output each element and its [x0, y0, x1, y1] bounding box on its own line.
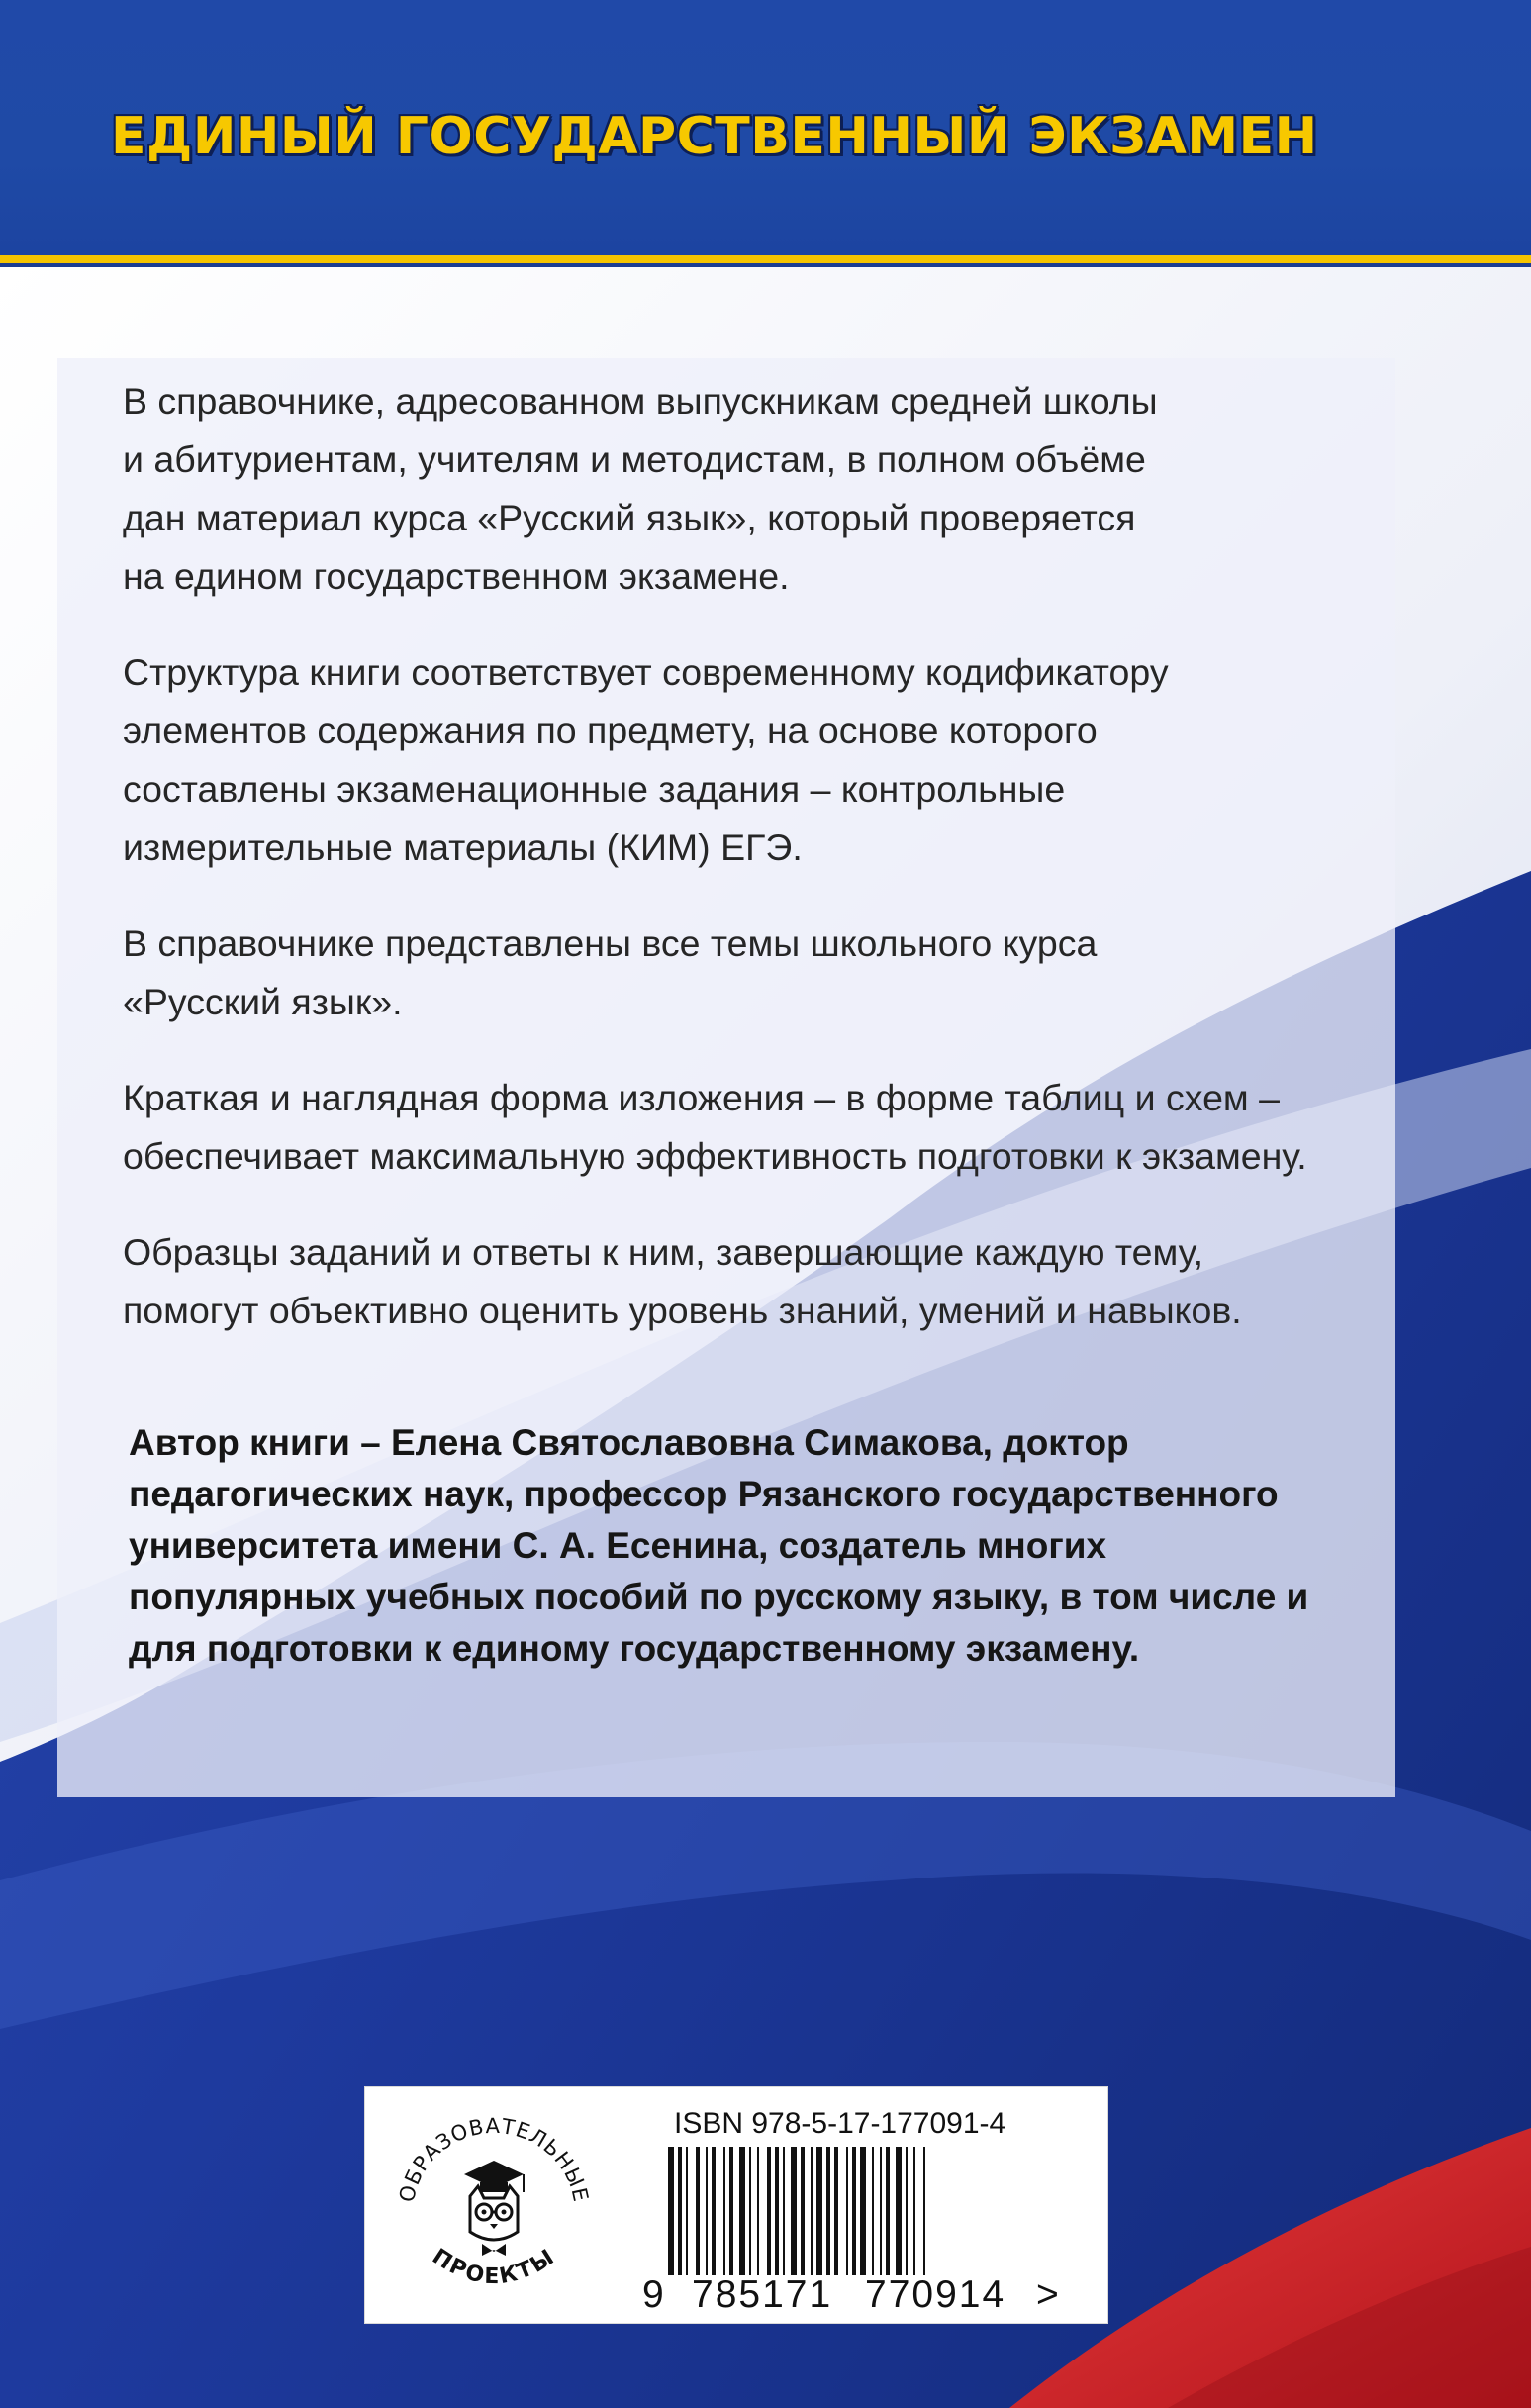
series-title: ЕДИНЫЙ ГОСУДАРСТВЕННЫЙ ЭКЗАМЕН: [111, 107, 1318, 166]
description-paragraph: Структура книги соответствует современному кодификатору элементов содержания по предмету, на основе которого составлены экзаменационные задания – контрольные измерительные материалы (КИМ) ЕГЭ.: [123, 651, 1169, 868]
barcode-bar: [811, 2147, 813, 2275]
header-blue-stripe: [0, 263, 1531, 267]
barcode-bar: [678, 2147, 682, 2275]
header-yellow-stripe: [0, 255, 1531, 263]
barcode-bar: [880, 2147, 882, 2275]
barcode-bar: [860, 2147, 866, 2275]
barcode-bar: [749, 2147, 751, 2275]
barcode-bar: [913, 2147, 915, 2275]
ean13-barcode: [662, 2147, 1058, 2275]
barcode-bar: [906, 2147, 908, 2275]
barcode-digit-first: 9: [642, 2273, 666, 2316]
barcode-bar: [846, 2147, 848, 2275]
barcode-bar: [826, 2147, 830, 2275]
barcode-bar: [801, 2147, 805, 2275]
barcode-bar: [757, 2147, 759, 2275]
publisher-logo-bottom-text: ПРОЕКТЫ: [428, 2244, 560, 2290]
publisher-logo: [385, 2097, 603, 2315]
barcode-bar: [872, 2147, 874, 2275]
description-paragraph: Краткая и наглядная форма изложения – в форме таблиц и схем – обеспечивает максимальную эффективность подготовки к экзамену.: [123, 1077, 1307, 1177]
barcode-bar: [783, 2147, 785, 2275]
barcode-bar: [816, 2147, 822, 2275]
header-band: [0, 0, 1531, 265]
author-note: Автор книги – Елена Святославовна Симакова, доктор педагогических наук, профессор Рязанского государственного университета имени С. А. Есенина, создатель многих популярных учебных пособий по русскому языку, в том числе и для подготовки к единому государственному экзамену.: [129, 1422, 1309, 1669]
barcode-bar: [696, 2147, 700, 2275]
barcode-bar: [923, 2147, 925, 2275]
barcode-bar: [791, 2147, 797, 2275]
barcode-bar: [668, 2147, 674, 2275]
description-paragraph: Образцы заданий и ответы к ним, завершающие каждую тему, помогут объективно оценить уровень знаний, умений и навыков.: [123, 1231, 1242, 1331]
publisher-logo-top-text: ОБРАЗОВАТЕЛЬНЫЕ: [394, 2113, 594, 2205]
description-paragraph: В справочнике представлены все темы школьного курса «Русский язык».: [123, 922, 1098, 1022]
description-panel: [57, 358, 1395, 1797]
barcode-bar: [767, 2147, 771, 2275]
cat-in-graduation-cap-icon: [464, 2161, 524, 2256]
barcode-bar: [706, 2147, 708, 2275]
barcode-bar: [686, 2147, 688, 2275]
barcode-digits-right: 770914: [865, 2273, 1006, 2316]
barcode-bar: [729, 2147, 733, 2275]
isbn-label: ISBN 978-5-17-177091-4: [674, 2107, 1006, 2140]
barcode-quiet-zone-mark: >: [1036, 2273, 1061, 2316]
barcode-bar: [712, 2147, 716, 2275]
description-paragraph: В справочнике, адресованном выпускникам средней школы и абитуриентам, учителям и методистам, в полном объёме дан материал курса «Русский язык», который проверяется на едином государственном экзамене.: [123, 380, 1158, 597]
barcode-bar: [886, 2147, 890, 2275]
barcode-bar: [723, 2147, 725, 2275]
barcode-bar: [775, 2147, 779, 2275]
barcode-bar: [896, 2147, 902, 2275]
barcode-bar: [739, 2147, 745, 2275]
barcode-bar: [834, 2147, 838, 2275]
isbn-barcode-block: [364, 2086, 1108, 2324]
barcode-bar: [852, 2147, 856, 2275]
barcode-digits-left: 785171: [692, 2273, 833, 2316]
